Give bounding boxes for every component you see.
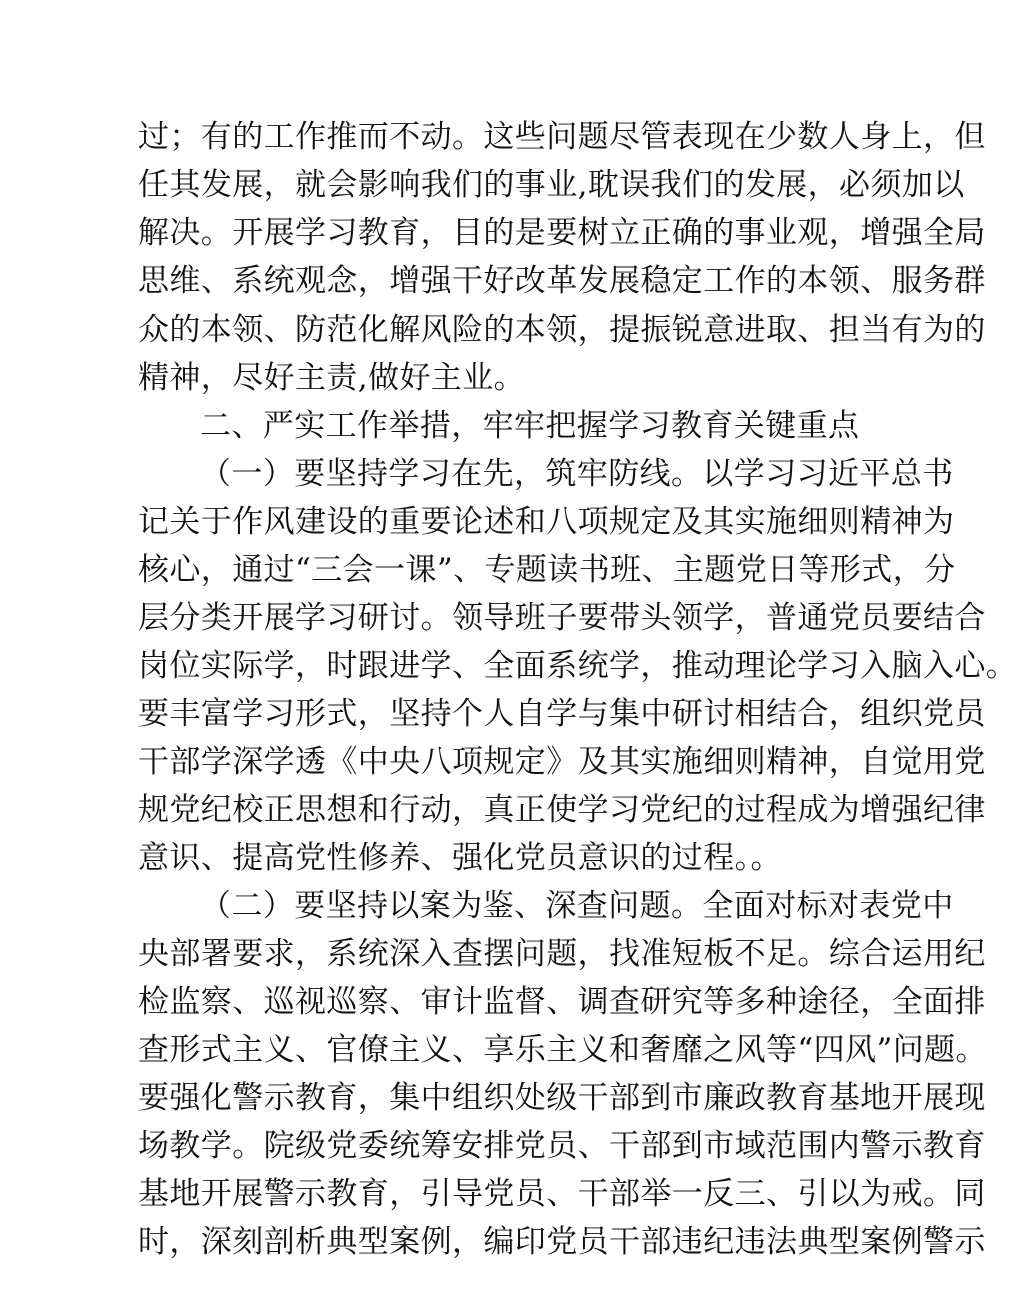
- text-line: 记关于作风建设的重要论述和八项规定及其实施细则精神为: [138, 504, 955, 540]
- paragraph-start: （二）要坚持以案为鉴、深查问题。全面对标对表党中: [200, 888, 954, 924]
- text-line: 核心，通过“三会一课”、专题读书班、主题党日等形式，分: [138, 552, 956, 588]
- text-line: 查形式主义、官僚主义、享乐主义和奢靡之风等“四风”问题。: [138, 1032, 987, 1068]
- text-line: 时，深刻剖析典型案例，编印党员干部违纪违法典型案例警示: [138, 1224, 986, 1260]
- text-line: 任其发展，就会影响我们的事业,耽误我们的发展，必须加以: [138, 167, 965, 203]
- paragraph-start: （一）要坚持学习在先，筑牢防线。以学习习近平总书: [200, 456, 954, 492]
- text-line: 场教学。院级党委统筹安排党员、干部到市域范围内警示教育: [138, 1128, 986, 1164]
- text-line: 思维、系统观念，增强干好改革发展稳定工作的本领、服务群: [138, 263, 986, 299]
- text-line: 央部署要求，系统深入查摆问题，找准短板不足。综合运用纪: [138, 936, 986, 972]
- section-heading: 二、严实工作举措，牢牢把握学习教育关键重点: [200, 408, 860, 444]
- text-line: 岗位实际学，时跟进学、全面系统学，推动理论学习入脑入心。: [138, 648, 1017, 684]
- text-line: 基地开展警示教育，引导党员、干部举一反三、引以为戒。同: [138, 1176, 986, 1212]
- text-line: 过；有的工作推而不动。这些问题尽管表现在少数人身上，但: [138, 119, 986, 155]
- text-line: 要强化警示教育，集中组织处级干部到市廉政教育基地开展现: [138, 1080, 986, 1116]
- text-line: 众的本领、防范化解风险的本领，提振锐意进取、担当有为的: [138, 312, 986, 348]
- text-line: 规党纪校正思想和行动，真正使学习党纪的过程成为增强纪律: [138, 792, 986, 828]
- text-line: 要丰富学习形式，坚持个人自学与集中研讨相结合，组织党员: [138, 696, 986, 732]
- text-line: 解决。开展学习教育，目的是要树立正确的事业观，增强全局: [138, 215, 986, 251]
- text-line: 干部学深学透《中央八项规定》及其实施细则精神，自觉用党: [138, 744, 986, 780]
- text-line: 精神，尽好主责,做好主业。: [138, 360, 526, 396]
- text-line: 检监察、巡视巡察、审计监督、调查研究等多种途径，全面排: [138, 984, 986, 1020]
- text-line: 意识、提高党性修养、强化党员意识的过程。。: [138, 840, 782, 876]
- text-line: 层分类开展学习研讨。领导班子要带头领学，普通党员要结合: [138, 600, 986, 636]
